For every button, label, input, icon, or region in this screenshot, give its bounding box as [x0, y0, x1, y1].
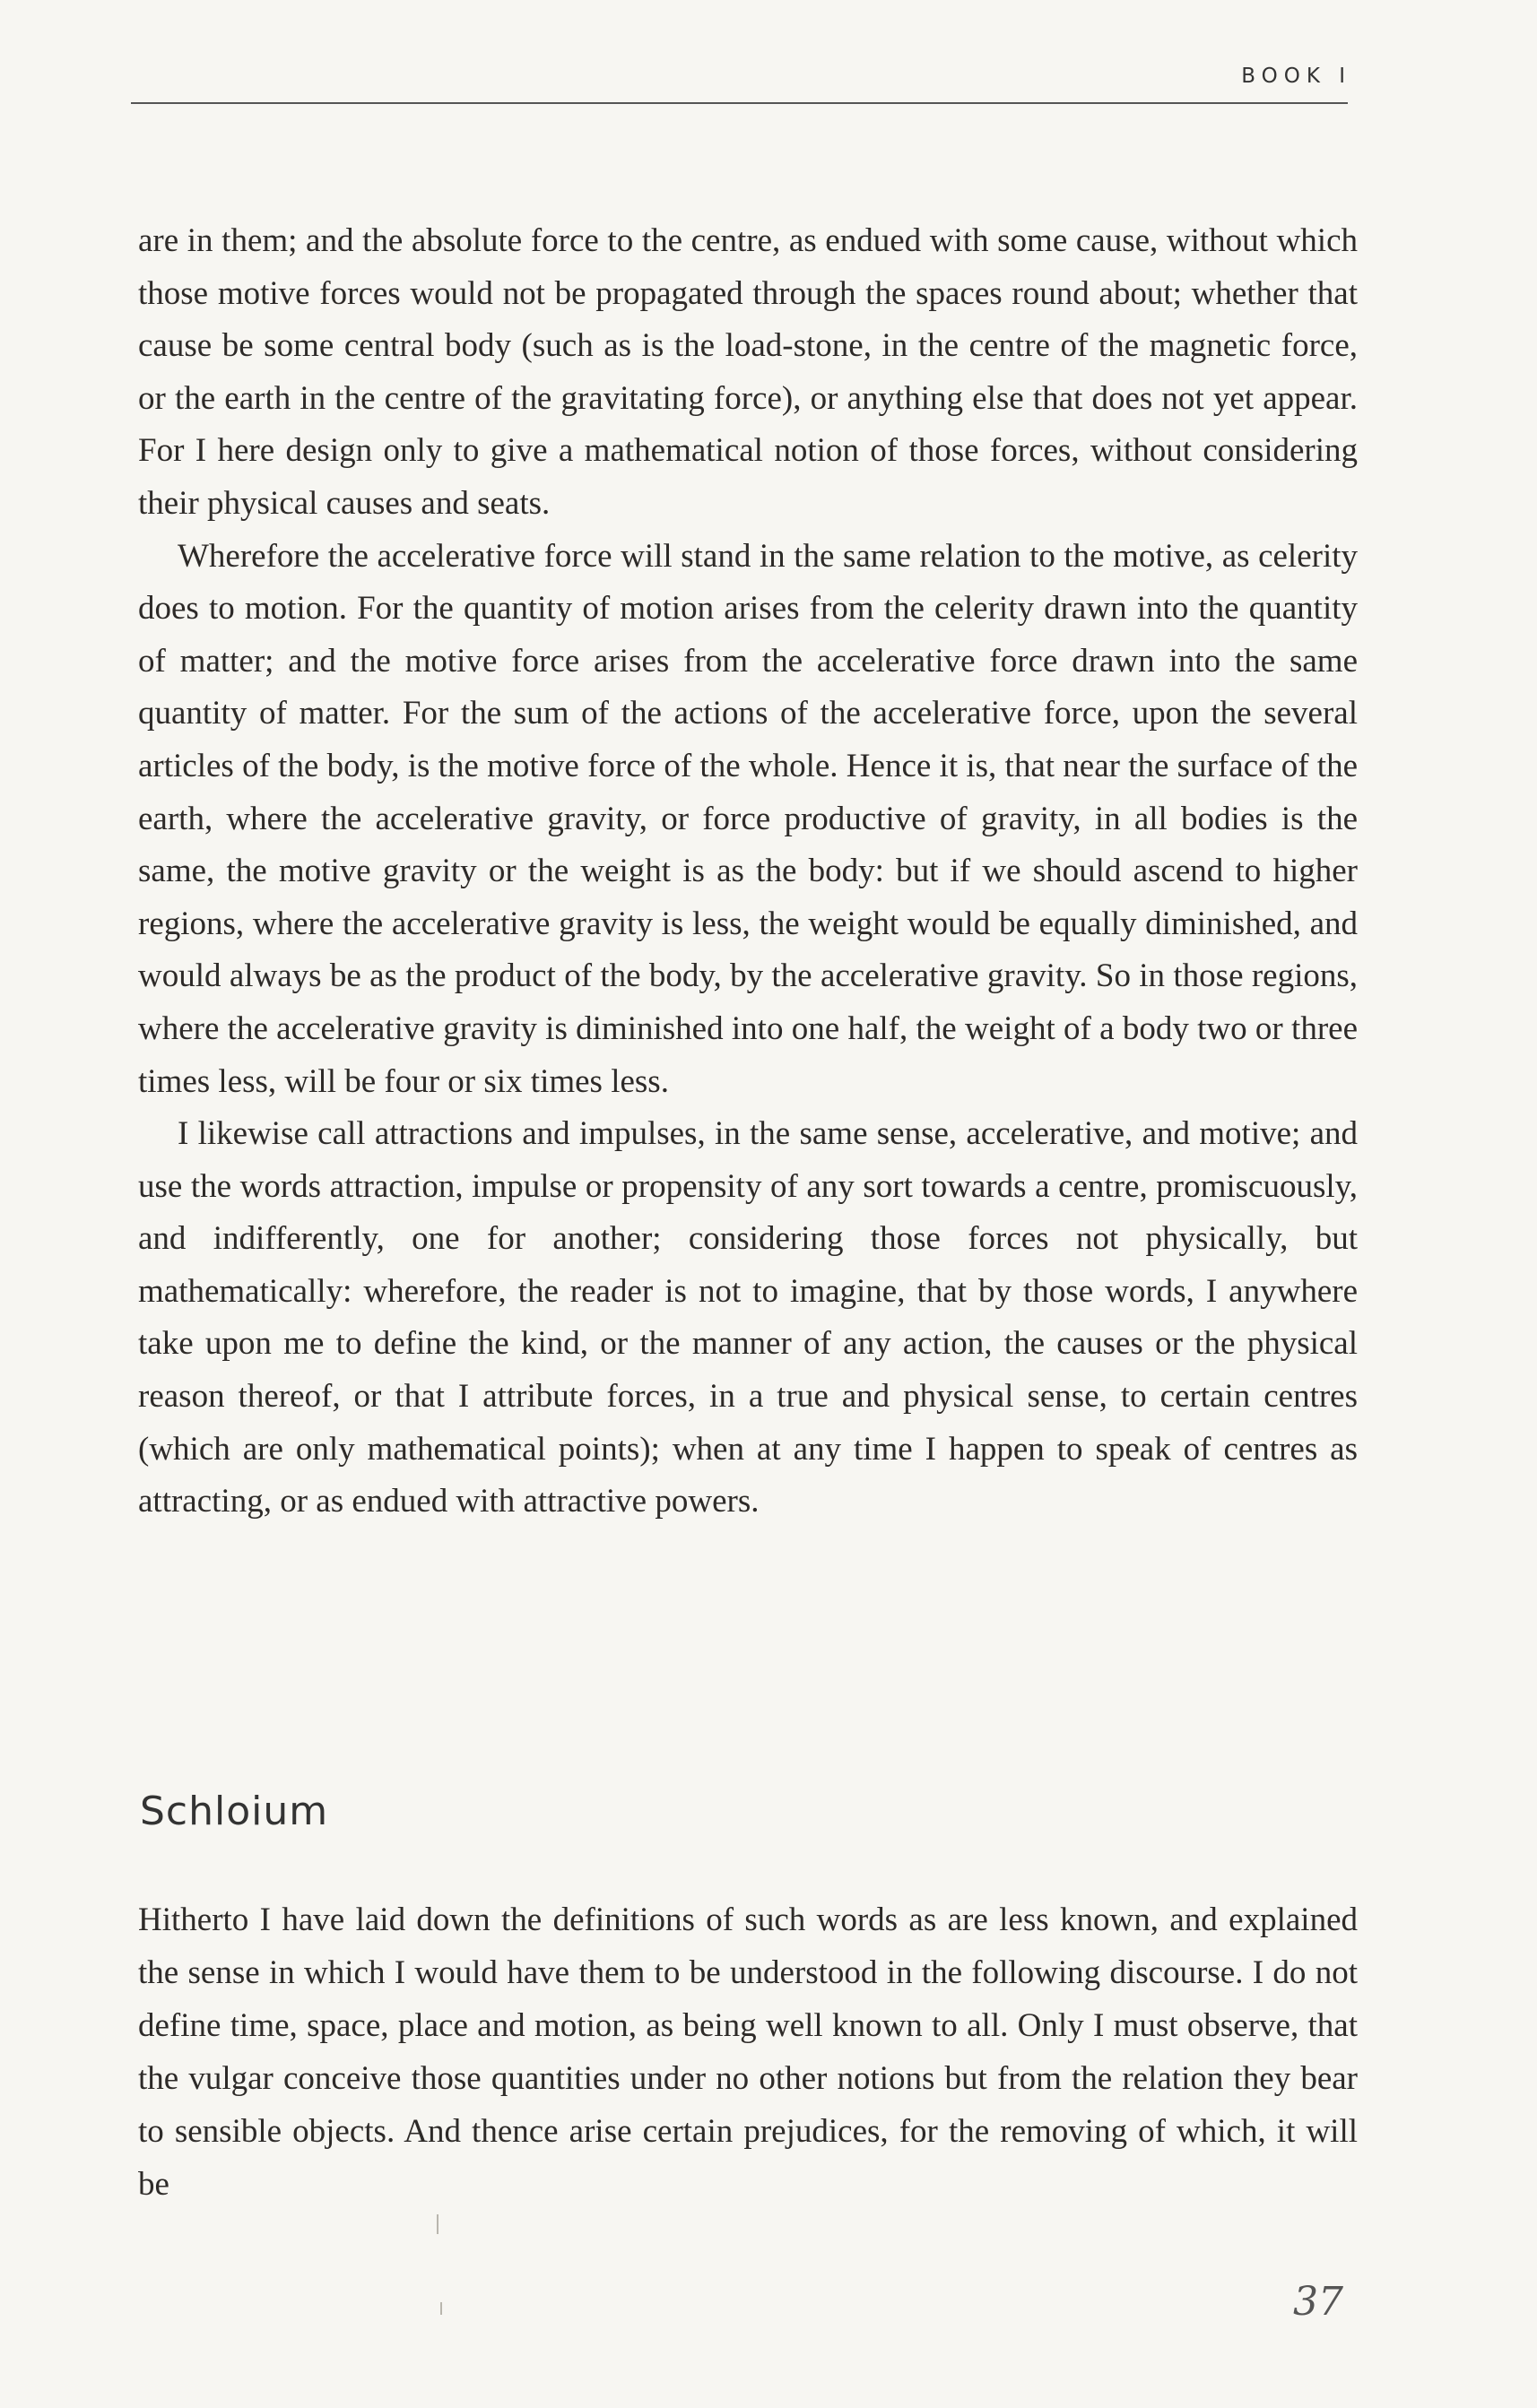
paragraph: Wherefore the accelerative force will stand in the same relation to the motive, as celerity does to motion. For the quantity of motion arises from the celerity drawn into the quantity of matter; and the motive force arises from the accelerative force drawn into the same quantity of matter. For the sum of the actions of the accelerative force, upon the several articles of the body, is the motive force of the whole. Hence it is, that near the surface of the earth, where the accelerative gravity, or force productive of gravity, in all bodies is the same, the motive gravity or the weight is as the body: but if we should ascend to higher regions, where the accelerative gravity is less, the weight would be equally diminished, and would always be as the product of the body, by the accelerative gravity. So in those regions, where the accelerative gravity is diminished into one half, the weight of a body two or three times less, will be four or six times less. [138, 537, 1358, 1100]
header-rule [131, 102, 1348, 104]
paragraph: I likewise call attractions and impulses, in the same sense, accelerative, and motive; and use the words attraction, impulse or propensity of any sort towards a centre, promiscuously, and indifferently, one for another; considering those forces not physically, but mathematically: wherefore, the reader is not to imagine, that by those words, I anywhere take upon me to define the kind, or the manner of any action, the causes or the physical reason thereof, or that I attribute forces, in a true and physical sense, to certain centres (which are only mathematical points); when at any time I happen to speak of centres as attracting, or as endued with attractive powers. [138, 1115, 1358, 1520]
paragraph: Hitherto I have laid down the definitions of such words as are less known, and explained the sense in which I would have them to be understood in the following discourse. I do not define time, space, place and motion, as being well known to all. Only I must observe, that the vulgar conceive those quantities under no other notions but from the relation they bear to sensible objects. And thence arise certain prejudices, for the removing of which, it will be [138, 1901, 1358, 2203]
scan-mark [437, 2214, 439, 2234]
scholium-text [138, 1893, 1358, 2211]
paragraph: are in them; and the absolute force to the centre, as endued with some cause, without which those motive forces would not be propagated through the spaces round about; whether that cause be some central body (such as is the load-stone, in the centre of the magnetic force, or the earth in the centre of the gravitating force), or anything else that does not yet appear. For I here design only to give a mathematical notion of those forces, without considering their physical causes and seats. [138, 222, 1358, 522]
page-number: 37 [1293, 2279, 1343, 2325]
main-text [138, 215, 1358, 1529]
running-head: BOOK I [1241, 65, 1351, 88]
section-heading: Schloium [140, 1789, 329, 1834]
scan-mark [440, 2302, 442, 2315]
